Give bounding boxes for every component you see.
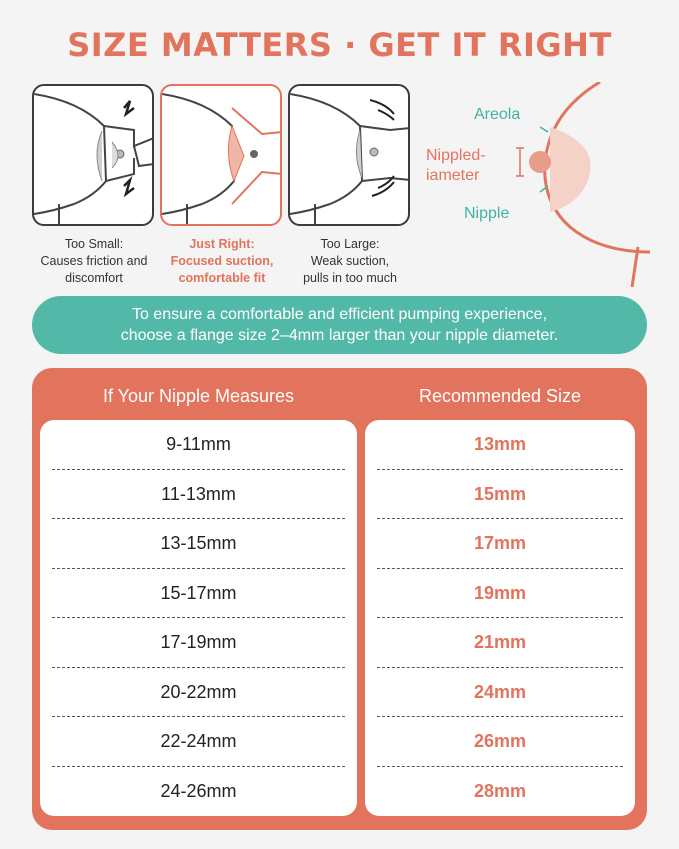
nipple-measure-cell: 9-11mm — [166, 434, 231, 455]
too-small-illustration — [34, 86, 154, 226]
recommended-size-cell: 24mm — [473, 681, 527, 702]
just-right-illustration — [162, 86, 282, 226]
nipple-diameter-line: Nippled- — [426, 147, 486, 164]
table-row-measure — [40, 668, 357, 718]
fit-panel-too-large — [288, 84, 410, 226]
table-row-measure — [40, 717, 357, 767]
caption-too-small — [24, 236, 164, 287]
nipple-diameter-label — [426, 146, 486, 186]
nipple-anatomy-diagram — [420, 82, 660, 292]
column-header-size: Recommended Size — [418, 386, 582, 406]
fit-panel-just-right — [160, 84, 282, 226]
table-row-size — [365, 470, 635, 520]
nipple-label: Nipple — [464, 205, 510, 222]
nipple-measure-cell: 17-19mm — [160, 632, 237, 653]
table-row-size — [365, 717, 635, 767]
column-header-measure: If Your Nipple Measures — [102, 386, 295, 406]
nipple-measure-cell: 22-24mm — [160, 731, 237, 752]
recommended-size-cell: 15mm — [473, 483, 527, 504]
table-row-measure — [40, 420, 357, 470]
nipple-measure-cell: 20-22mm — [160, 681, 237, 702]
caption-just-right — [152, 236, 292, 287]
page-title: SIZE MATTERS · GET IT RIGHT — [67, 26, 612, 64]
table-row-measure — [40, 767, 357, 817]
caption-line: Focused suction, — [170, 254, 274, 268]
table-row-size — [365, 668, 635, 718]
caption-too-large — [280, 236, 420, 287]
banner-line: To ensure a comfortable and efficient pumping experience, — [131, 306, 548, 323]
banner-line: choose a flange size 2–4mm larger than your nipple diameter. — [120, 327, 559, 344]
areola-label: Areola — [474, 106, 521, 123]
table-row-measure — [40, 618, 357, 668]
recommended-size-cell: 17mm — [473, 533, 527, 554]
table-row-size — [365, 569, 635, 619]
sizing-tip-banner — [32, 296, 647, 354]
recommended-size-cell: 26mm — [473, 731, 527, 752]
caption-line: comfortable fit — [178, 271, 266, 285]
nipple-measure-cell: 24-26mm — [160, 780, 237, 801]
caption-line: Too Large: — [320, 237, 380, 251]
table-row-size — [365, 618, 635, 668]
table-row-size — [365, 420, 635, 470]
nipple-measure-cell: 15-17mm — [160, 582, 237, 603]
recommended-size-cell: 21mm — [473, 632, 527, 653]
too-large-illustration — [290, 86, 410, 226]
caption-line: discomfort — [65, 271, 123, 285]
nipple-measure-cell: 13-15mm — [160, 533, 237, 554]
recommended-size-cell: 19mm — [473, 582, 527, 603]
nipple-measure-cell: 11-13mm — [161, 483, 236, 504]
fit-panel-too-small — [32, 84, 154, 226]
caption-line: Too Small: — [64, 237, 124, 251]
measure-column — [40, 420, 357, 816]
table-row-size — [365, 767, 635, 817]
recommended-size-column — [365, 420, 635, 816]
table-row-measure — [40, 519, 357, 569]
caption-line: Just Right: — [189, 237, 255, 251]
caption-line: Causes friction and — [40, 254, 148, 268]
caption-line: Weak suction, — [310, 254, 390, 268]
nipple-diameter-line: iameter — [426, 167, 480, 184]
recommended-size-cell: 28mm — [473, 780, 527, 801]
table-row-size — [365, 519, 635, 569]
table-row-measure — [40, 470, 357, 520]
table-row-measure — [40, 569, 357, 619]
caption-line: pulls in too much — [303, 271, 397, 285]
recommended-size-cell: 13mm — [473, 434, 527, 455]
size-table — [32, 368, 647, 830]
